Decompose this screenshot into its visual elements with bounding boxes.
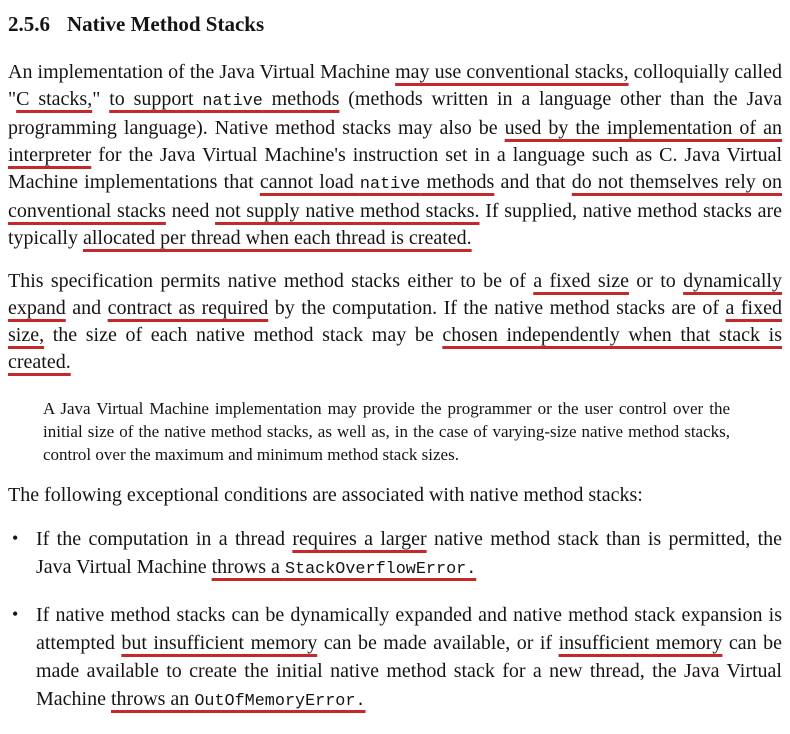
text-run: by the computation. If the native method stacks are of bbox=[268, 297, 726, 319]
paragraph-native-method-stacks bbox=[8, 59, 782, 252]
list-item-outofmemory bbox=[8, 601, 782, 716]
annotated-text: do not themselves rely on conventional stacks bbox=[8, 171, 782, 222]
bullet-text-stackoverflow bbox=[36, 525, 782, 584]
annotated-text: chosen independently when that stack is created. bbox=[8, 324, 782, 373]
bullet-text-outofmemory bbox=[36, 601, 782, 716]
text-run: can be made available, or if bbox=[317, 632, 559, 654]
section-number: 2.5.6 bbox=[8, 12, 50, 36]
text-run: (methods written in a language other than the Java programming language). Native method stacks may also be bbox=[8, 88, 783, 139]
note-paragraph bbox=[43, 397, 730, 466]
text-run: A Java Virtual Machine implementation may provide the programmer or the user control over the initial size of the native method stacks, as well as, in the case of varying-size native method stacks, control over the maximum and minimum method stack sizes. bbox=[43, 399, 730, 464]
text-run: An implementation of the Java Virtual Machine bbox=[8, 61, 396, 83]
text-run: If supplied, native method stacks are typically bbox=[8, 200, 782, 249]
text-run: If the computation in a thread bbox=[36, 528, 293, 550]
annotated-text: may use conventional stacks, bbox=[395, 61, 629, 83]
annotated-text: dynamically expand bbox=[8, 270, 782, 319]
bullet-marker: • bbox=[12, 604, 19, 624]
list-item-stackoverflow bbox=[8, 525, 782, 584]
annotated-text: used by the implementation of an interpreter bbox=[8, 117, 782, 166]
annotated-text: a fixed size, bbox=[8, 297, 782, 346]
section-title: Native Method Stacks bbox=[67, 12, 265, 36]
annotated-text: insufficient memory bbox=[558, 632, 723, 654]
text-run: " bbox=[92, 88, 110, 110]
annotated-text: methods bbox=[262, 88, 340, 110]
text-run: the size of each native method stack may be bbox=[44, 324, 443, 346]
annotated-text: OutOfMemoryError. bbox=[194, 692, 366, 711]
text-run: This specification permits native method stacks either to be of bbox=[8, 270, 534, 292]
annotated-text: but insufficient memory bbox=[121, 632, 318, 654]
annotated-text: cannot load bbox=[259, 171, 360, 193]
paragraph-exceptional-conditions-intro bbox=[8, 482, 782, 509]
annotated-text: methods bbox=[420, 171, 495, 193]
annotated-text: native bbox=[359, 175, 421, 194]
bullet-marker: • bbox=[12, 528, 19, 548]
paragraph-stack-sizing bbox=[8, 268, 782, 376]
annotated-text: a fixed size bbox=[533, 270, 629, 292]
text-run: and that bbox=[494, 171, 572, 193]
text-run: need bbox=[165, 200, 216, 222]
annotated-text: StackOverflowError. bbox=[284, 560, 477, 579]
annotated-text: throws an bbox=[110, 688, 195, 710]
text-run: The following exceptional conditions are associated with native method stacks: bbox=[8, 484, 643, 506]
annotated-text: to support bbox=[109, 88, 203, 110]
text-run: can be made available to create the initial native method stack for a new thread, the Java Virtual Machine bbox=[36, 632, 783, 710]
annotated-text: requires a larger bbox=[292, 528, 427, 550]
annotated-text: contract as required bbox=[107, 297, 269, 319]
annotated-text: throws a bbox=[211, 556, 285, 578]
text-run: If native method stacks can be dynamically expanded and native method stack expansion is attempted bbox=[36, 604, 782, 654]
text-run: colloquially called " bbox=[8, 61, 782, 110]
text-run: and bbox=[65, 297, 108, 319]
text-run: native method stack than is permitted, the Java Virtual Machine bbox=[36, 528, 782, 578]
annotated-text: allocated per thread when each thread is created. bbox=[82, 227, 472, 249]
annotated-text: native bbox=[202, 92, 263, 111]
text-run: for the Java Virtual Machine's instruction set in a language such as C. Java Virtual Machine implementations that bbox=[8, 144, 782, 193]
annotated-text: C stacks, bbox=[16, 88, 93, 110]
section-heading bbox=[8, 12, 782, 36]
text-run: or to bbox=[628, 270, 684, 292]
exceptional-conditions-list bbox=[8, 525, 782, 716]
annotated-text: not supply native method stacks. bbox=[215, 200, 480, 222]
